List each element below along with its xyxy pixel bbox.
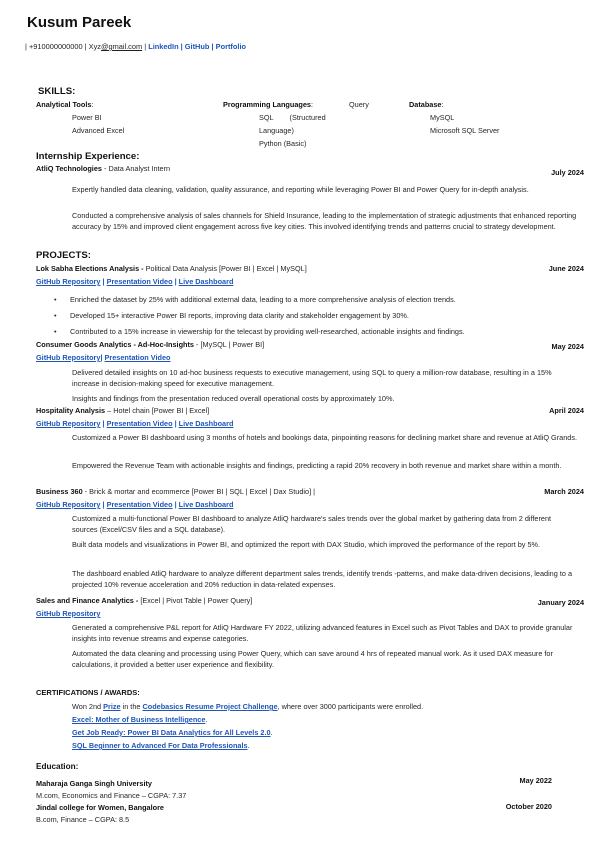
skill-mssql: Microsoft SQL Server: [430, 126, 500, 135]
project-consumer-goods-para-2: Insights and findings from the presentation reduced overall operational costs by approximately 10%.: [72, 394, 395, 403]
separator: |: [174, 277, 177, 286]
live-dashboard-link[interactable]: Live Dashboard: [178, 419, 234, 428]
portfolio-link[interactable]: Portfolio: [215, 42, 247, 51]
separator: |: [211, 42, 214, 51]
separator: |: [102, 419, 105, 428]
internship-heading: Internship Experience:: [36, 151, 140, 162]
skill-sql-cont: Language): [259, 126, 294, 135]
project-sales-finance-para-1: Generated a comprehensive P&L report for AtliQ Hardware FY 2022, utilizing advanced features in Excel such as Pivot Tables and DAX to provide granular insights into revenue streams and expense categories.: [72, 623, 573, 643]
live-dashboard-link[interactable]: Live Dashboard: [178, 500, 234, 509]
project-hospitality-para-1: Customized a Power BI dashboard using 3 months of hotels and bookings data, pinpointing reasons for declining market share and revenue at AtliQ Grands.: [72, 433, 577, 442]
certifications-heading: CERTIFICATIONS / AWARDS:: [36, 688, 140, 697]
github-repository-link[interactable]: GitHub Repository: [36, 419, 101, 428]
presentation-video-link[interactable]: Presentation Video: [106, 277, 173, 286]
education-school: Jindal college for Women, Bangalore: [36, 803, 164, 812]
project-hospitality-date: April 2024: [549, 406, 584, 415]
project-business-360-links: [36, 500, 233, 509]
cert-link[interactable]: SQL Beginner to Advanced For Data Professionals: [72, 741, 248, 750]
project-consumer-goods-title: Consumer Goods Analytics - Ad-Hoc-Insights - [MySQL | Power BI]: [36, 340, 265, 349]
github-repository-link[interactable]: GitHub Repository: [36, 500, 101, 509]
programming-languages-label: Programming Languages:: [223, 100, 314, 109]
internship-company-line: AtliQ Technologies - Data Analyst Intern: [36, 164, 171, 173]
project-sales-finance-links: [36, 609, 100, 618]
education-degree: B.com, Finance – CGPA: 8.5: [36, 815, 130, 824]
cert-link[interactable]: Get Job Ready: Power BI Data Analytics for All Levels 2.0: [72, 728, 271, 737]
phone-text: | +910000000000 | Xyz: [25, 42, 101, 51]
contact-line: [25, 42, 246, 51]
github-repository-link[interactable]: GitHub Repository: [36, 353, 101, 362]
separator: |: [102, 277, 105, 286]
bullet-icon: •: [54, 327, 57, 336]
education-date: May 2022: [519, 776, 552, 785]
project-business-360-date: March 2024: [544, 487, 584, 496]
education-heading: Education:: [36, 762, 79, 771]
project-lok-sabha-title: Lok Sabha Elections Analysis - Political Data Analysis [Power BI | Excel | MySQL]: [36, 264, 307, 273]
database-label: Database:: [409, 100, 444, 109]
internship-para-2: Conducted a comprehensive analysis of sales channels for Shield Insurance, leading to the implementation of strategic adjustments that enhanced reporting accuracy by 15% and improved client engagement across five key cities. This involved identifying trends and patterns crucial to strategy development.: [72, 211, 577, 231]
skill-power-bi: Power BI: [72, 113, 102, 122]
project-business-360-para-1: Customized a multi-functional Power BI dashboard to analyze AtliQ hardware's sales trends over the global market by gathering data from 2 different sources (Excel/CSV files and a SQL database).: [72, 514, 552, 534]
project-consumer-goods-date: May 2024: [551, 342, 584, 351]
bullet-icon: •: [54, 311, 57, 320]
internship-date: July 2024: [551, 168, 584, 177]
award-line: Won 2nd Prize in the Codebasics Resume Project Challenge, where over 3000 participants were enrolled.: [72, 702, 424, 711]
project-hospitality-para-2: Empowered the Revenue Team with actionable insights and findings, predicting a rapid 20% recovery in both revenue and market share within a month.: [72, 461, 562, 470]
project-hospitality-title: Hospitality Analysis – Hotel chain [Power BI | Excel]: [36, 406, 210, 415]
bullet-icon: •: [54, 295, 57, 304]
project-business-360-para-3: The dashboard enabled AtliQ hardware to analyze different department sales trends, identify trends -patterns, and make data-driven decisions, leading to a projected 10% revenue acceleration and 20% reduction in data-related expenses.: [72, 569, 573, 589]
prize-link[interactable]: Prize: [103, 702, 121, 711]
github-repository-link[interactable]: GitHub Repository: [36, 277, 101, 286]
education-degree: M.com, Economics and Finance – CGPA: 7.37: [36, 791, 187, 800]
list-item: • Developed 15+ interactive Power BI reports, improving data clarity and stakeholder engagement by 30%.: [54, 311, 409, 320]
project-business-360-para-2: Built data models and visualizations in Power BI, and optimized the report with DAX Studio, which improved the performance of the report by 5%.: [72, 540, 541, 549]
linkedin-link[interactable]: LinkedIn: [148, 42, 179, 51]
project-consumer-goods-links: [36, 353, 171, 362]
presentation-video-link[interactable]: Presentation Video: [104, 353, 171, 362]
skills-heading: SKILLS:: [38, 86, 76, 97]
project-lok-sabha-date: June 2024: [548, 264, 584, 273]
skill-python: Python (Basic): [259, 139, 307, 148]
cert-item: Excel: Mother of Business Intelligence.: [72, 715, 208, 724]
project-hospitality-links: [36, 419, 233, 428]
github-link[interactable]: GitHub: [184, 42, 210, 51]
education-school: Maharaja Ganga Singh University: [36, 779, 152, 788]
separator: |: [174, 419, 177, 428]
skill-query: Query: [349, 100, 369, 109]
separator: |: [144, 42, 147, 51]
project-sales-finance-para-2: Automated the data cleaning and processing using Power Query, which can save around 4 hrs of repeated manual work. As it used DAX measure for calculations, it provided a better user experience and flexibility.: [72, 649, 553, 669]
separator: |: [174, 500, 177, 509]
presentation-video-link[interactable]: Presentation Video: [106, 500, 173, 509]
project-sales-finance-date: January 2024: [537, 598, 584, 607]
skill-mysql: MySQL: [430, 113, 455, 122]
separator: |: [102, 500, 105, 509]
candidate-name: Kusum Pareek: [27, 14, 132, 31]
list-item: • Contributed to a 15% increase in viewership for the telecast by providing well-researched, actionable insights and findings.: [54, 327, 465, 336]
project-consumer-goods-para-1: Delivered detailed insights on 10 ad-hoc business requests to executive management, using SQL to query a million-row database, resulting in a 15% increase in decision-making speed for executive management.: [72, 368, 552, 388]
challenge-link[interactable]: Codebasics Resume Project Challenge: [142, 702, 278, 711]
list-item: • Enriched the dataset by 25% with additional external data, leading to a more comprehensive analysis of election trends.: [54, 295, 456, 304]
internship-para-1: Expertly handled data cleaning, validation, quality assurance, and reporting while leveraging Power BI and Power Query for in-depth analysis.: [72, 185, 529, 194]
project-business-360-title: Business 360 - Brick & mortar and ecommerce [Power BI | SQL | Excel | Dax Studio] |: [36, 487, 316, 496]
skill-sql: SQL (Structured: [259, 113, 326, 122]
cert-item: SQL Beginner to Advanced For Data Professionals.: [72, 741, 250, 750]
skill-advanced-excel: Advanced Excel: [72, 126, 125, 135]
presentation-video-link[interactable]: Presentation Video: [106, 419, 173, 428]
project-sales-finance-title: Sales and Finance Analytics - [Excel | Pivot Table | Power Query]: [36, 596, 253, 605]
cert-item: Get Job Ready: Power BI Data Analytics for All Levels 2.0.: [72, 728, 273, 737]
github-repository-link[interactable]: GitHub Repository: [36, 609, 101, 618]
separator: |: [100, 353, 103, 362]
separator: |: [180, 42, 183, 51]
projects-heading: PROJECTS:: [36, 250, 91, 261]
live-dashboard-link[interactable]: Live Dashboard: [178, 277, 234, 286]
analytical-tools-label: Analytical Tools:: [36, 100, 94, 109]
cert-link[interactable]: Excel: Mother of Business Intelligence: [72, 715, 206, 724]
project-lok-sabha-links: [36, 277, 233, 286]
email-link[interactable]: @gmail.com: [100, 42, 143, 51]
education-date: October 2020: [505, 802, 552, 811]
